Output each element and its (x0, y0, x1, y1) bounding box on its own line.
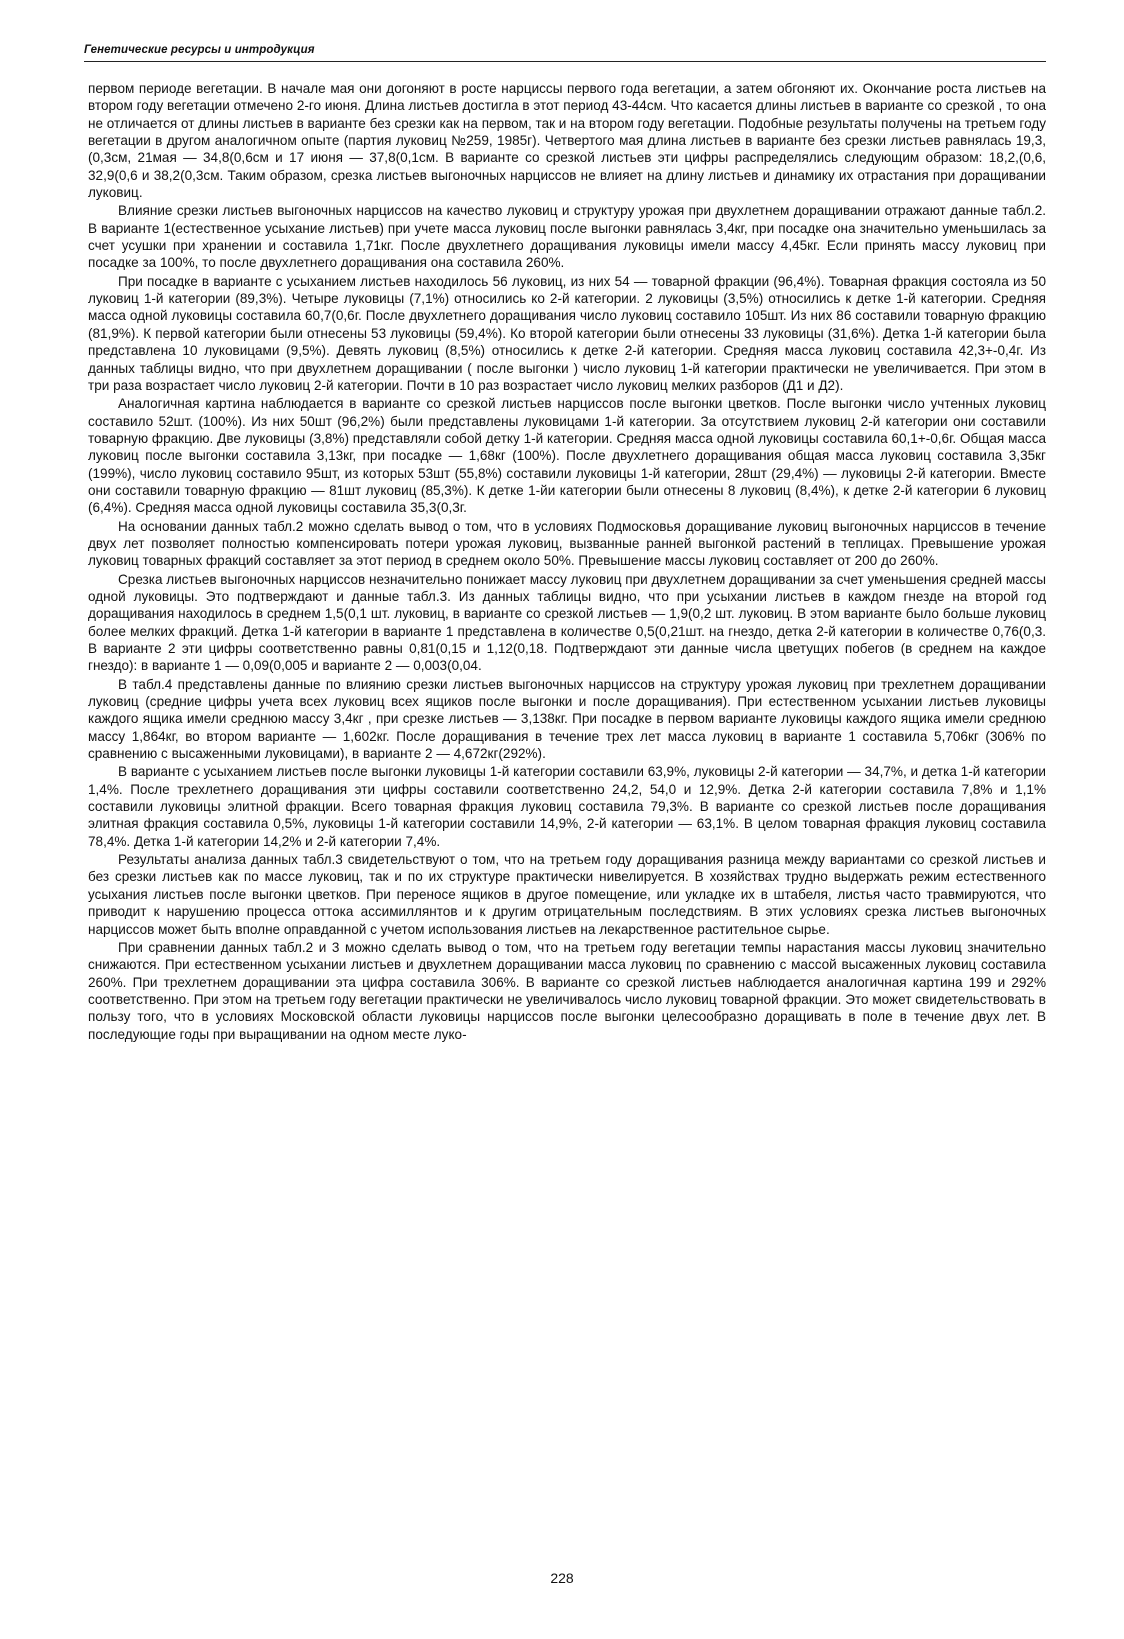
paragraph: Аналогичная картина наблюдается в варианте со срезкой листьев нарциссов после выгонки цветков. После выгонки число учтенных луковиц составило 52шт. (100%). Из них 50шт (96,2%) были представлены луковицами 1-й категории. За отсутствием луковиц 2-й категории они составили товарную фракцию. Две луковицы (3,8%) представляли собой детку 1-й категории. Средняя масса одной луковицы составила 60,1+-0,6г. Общая масса луковиц после выгонки составила 3,13кг, при посадке — 1,68кг (100%). После двухлетнего доращивания общая масса луковиц составила 3,35кг (199%), число луковиц составило 95шт, из которых 53шт (55,8%) составили луковицы 1-й категории, 28шт (29,4%) — луковицы 2-й категории. Вместе они составили товарную фракцию — 81шт луковиц (85,3%). К детке 1-йи категории были отнесены 8 луковиц (8,4%), к детке 2-й категории 6 луковиц (6,4%). Средняя масса одной луковицы составила 35,3(0,3г. (88, 396, 1046, 516)
paragraph: На основании данных табл.2 можно сделать вывод о том, что в условиях Подмосковья доращивание луковиц выгоночных нарциссов в течение двух лет позволяет полностью компенсировать потери урожая луковиц, вызванные ранней выгонкой растений в теплицах. Превышение урожая луковиц товарных фракций составляет за этот период в среднем около 50%. Превышение массы луковиц составляет от 200 до 260%. (88, 518, 1046, 569)
paragraph: Влияние срезки листьев выгоночных нарциссов на качество луковиц и структуру урожая при двухлетнем доращивании отражают данные табл.2. В варианте 1(естественное усыхание листьев) при учете масса луковиц после выгонки равнялась 3,4кг, при посадке она значительно уменьшилась за счет усушки при хранении и составила 1,71кг. После двухлетнего доращивания луковицы имели массу 4,45кг. Если принять массу луковиц при посадке за 100%, то после двухлетнего доращивания она составила 260%. (88, 203, 1046, 271)
paragraph: В табл.4 представлены данные по влиянию срезки листьев выгоночных нарциссов на структуру урожая луковиц при трехлетнем доращивании луковиц (средние цифры учета всех луковиц всех ящиков после выгонки и после доращивания). При естественном усыхании листьев луковицы каждого ящика имели среднюю массу 3,4кг , при срезке листьев — 3,138кг. При посадке в первом варианте луковицы каждого ящика имели среднюю массу 1,864кг, во втором варианте — 1,602кг. После доращивания в течение трех лет масса луковиц в варианте 1 составила 5,706кг (306% по сравнению с высаженными луковицами), в варианте 2 — 4,672кг(292%). (88, 676, 1046, 762)
paragraph: Срезка листьев выгоночных нарциссов незначительно понижает массу луковиц при двухлетнем доращивании за счет уменьшения средней массы одной луковицы. Это подтверждают и данные табл.3. Из данных таблицы видно, что при усыхании листьев в каждом гнезде на второй год доращивания находилось в среднем 1,5(0,1 шт. луковиц, в варианте со срезкой листьев — 1,9(0,2 шт. луковиц. В этом варианте было больше луковиц более мелких фракций. Детка 1-й категории в варианте 1 представлена в количестве 0,5(0,21шт. на гнездо, детка 2-й категории в количестве 0,76(0,3. В варианте 2 эти цифры соответственно равны 0,81(0,15 и 1,12(0,18. Подтверждают эти данные числа цветущих побегов (в среднем на каждое гнездо): в варианте 1 — 0,09(0,005 и варианте 2 — 0,003(0,04. (88, 571, 1046, 674)
header-rule (84, 61, 1046, 62)
paragraph: Результаты анализа данных табл.3 свидетельствуют о том, что на третьем году доращивания разница между вариантами со срезкой листьев и без срезки листьев как по массе луковиц, так и по их структуре практически нивелируется. В хозяйствах трудно выдержать режим естественного усыхания листьев после выгонки цветков. При переносе ящиков в другое помещение, или укладке их в штабеля, листья часто травмируются, что приводит к нарушению процесса оттока ассимиллянтов и к другим отрицательным последствиям. В этих условиях срезка листьев выгоночных нарциссов может быть вполне оправданной с учетом использования листьев на лекарственное растительное сырье. (88, 852, 1046, 937)
paragraph: При сравнении данных табл.2 и 3 можно сделать вывод о том, что на третьем году вегетации темпы нарастания массы луковиц значительно снижаются. При естественном усыхании листьев и двухлетнем доращивании масса луковиц по сравнению с массой высаженных луковиц составила 260%. При трехлетнем доращивании эта цифра составила 306%. В варианте со срезкой листьев наблюдается аналогичная картина 199 и 292% соответственно. При этом на третьем году вегетации практически не увеличивалось число луковиц товарной фракции. Это может свидетельствовать в пользу того, что в условиях Московской области луковицы нарциссов после выгонки целесообразно доращивать в поле в течение двух лет. В последующие годы при выращивании на одном месте луко- (88, 939, 1046, 1042)
paragraph: При посадке в варианте с усыханием листьев находилось 56 луковиц, из них 54 — товарной фракции (96,4%). Товарная фракция состояла из 50 луковиц 1-й категории (89,3%). Четыре луковицы (7,1%) относились ко 2-й категории. 2 луковицы (3,5%) относились к детке 1-й категории. Средняя масса одной луковицы составила 60,7(0,6г. После двухлетнего доращивания число луковиц составило 105шт. Из них 86 составили товарную фракцию (81,9%). К первой категории были отнесены 53 луковицы (59,4%). Ко второй категории были отнесены 33 луковицы (31,6%). Детка 1-й категории была представлена 10 луковицами (9,5%). Девять луковиц (8,5%) относились к детке 2-й категории. Средняя масса луковиц составила 42,3+-0,4г. Из данных таблицы видно, что при двухлетнем доращивании ( после выгонки ) число луковиц 1-й категории практически не увеличивается. При этом в три раза возрастает число луковиц 2-й категории. Почти в 10 раз возрастает число луковиц мелких разборов (Д1 и Д2). (88, 273, 1046, 393)
paragraph: первом периоде вегетации. В начале мая они догоняют в росте нарциссы первого года вегетации, а затем обгоняют их. Окончание роста листьев на втором году вегетации отмечено 2-го июня. Длина листьев достигла в этот период 43-44см. Что касается длины листьев в варианте со срезкой , то она не отличается от длины листьев в варианте без срезки как на первом, так и на втором году вегетации. Подобные результаты получены на третьем году вегетации в другом аналогичном опыте (партия луковиц №259, 1985г). Четвертого мая длина листьев в варианте без срезки листьев равнялась 19,3,(0,3см, 21мая — 34,8(0,6см и 17 июня — 37,8(0,1см. В варианте со срезкой листьев эти цифры распределялись следующим образом: 18,2,(0,6, 32,9(0,6 и 38,2(0,3см. Таким образом, срезка листьев выгоночных нарциссов не влияет на длину листьев и динамику их отрастания при доращивании луковиц. (88, 81, 1046, 201)
paragraph: В варианте с усыханием листьев после выгонки луковицы 1-й категории составили 63,9%, луковицы 2-й категории — 34,7%, и детка 1-й категории 1,4%. После трехлетнего доращивания эти цифры составили соответственно 24,2, 54,0 и 12,9%. Детка 2-й категории составила 7,8% и 1,1% составили луковицы элитной фракции. Всего товарная фракция луковиц составила 79,3%. В варианте со срезкой листьев после доращивания элитная фракция составила 0,5%, луковицы 1-й категории составили 14,9%, 2-й категории — 63,1%. В целом товарная фракция луковиц составила 78,4%. Детка 1-й категории 14,2% и 2-й категории 7,4%. (88, 764, 1046, 849)
page-number: 228 (550, 1570, 574, 1586)
article-body (88, 80, 1046, 1044)
running-header: Генетические ресурсы и интродукция (84, 44, 315, 56)
